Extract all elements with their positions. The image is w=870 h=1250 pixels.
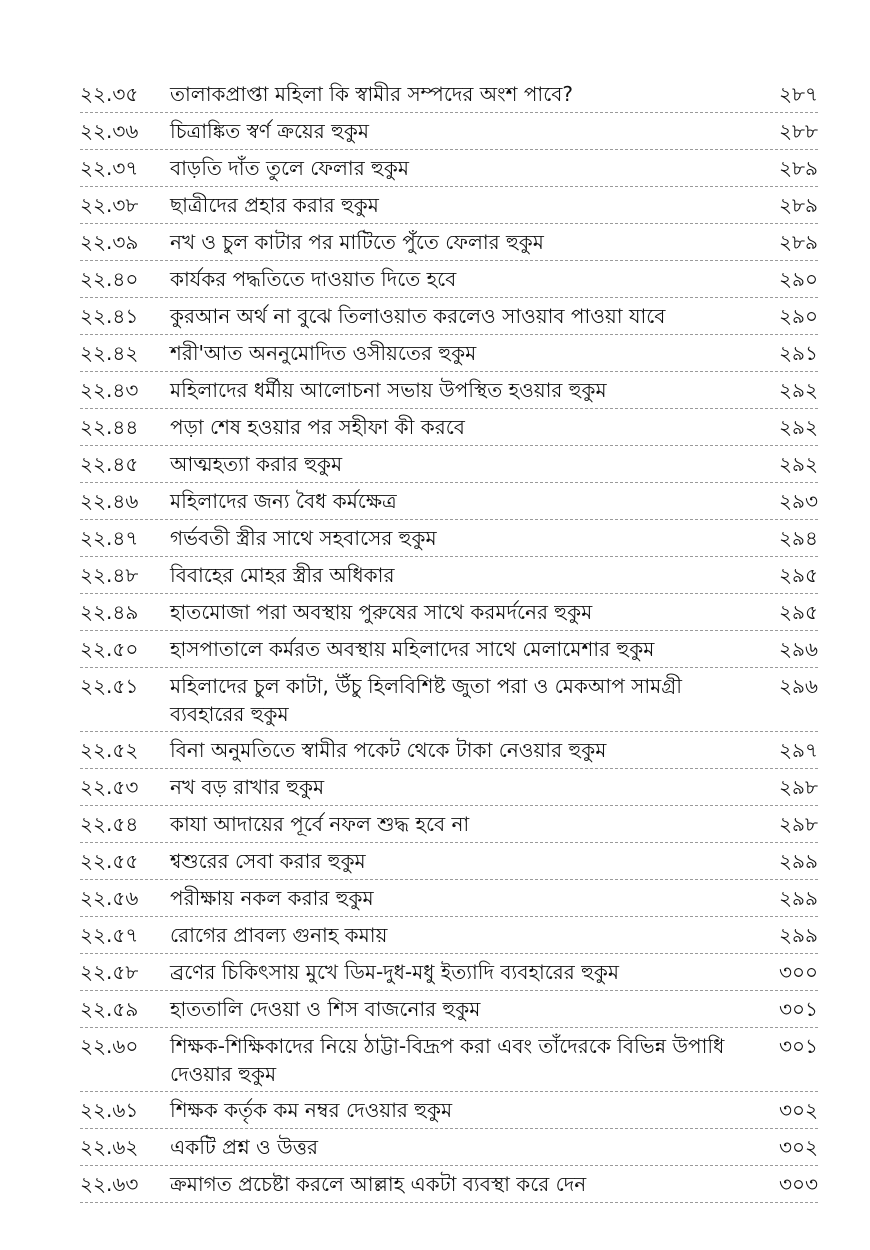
entry-title: ব্রণের চিকিৎসায় মুখে ডিম-দুধ-মধু ইত্যাদি ব্যবহারের হুকুম [170,960,620,984]
entry-page: ২৯৬ [779,637,818,661]
entry-title: হাততালি দেওয়া ও শিস বাজনোর হুকুম [170,997,481,1021]
entry-page: ৩০২ [778,1135,818,1159]
entry-title: শিক্ষক-শিক্ষিকাদের নিয়ে ঠাট্টা-বিদ্রূপ করা এবং তাঁদেরকে বিভিন্ন উপাধি দেওয়ার হুকুম [170,1034,725,1086]
toc-entry [80,446,818,483]
entry-title: পরীক্ষায় নকল করার হুকুম [170,886,374,910]
entry-title: শিক্ষক কর্তৃক কম নম্বর দেওয়ার হুকুম [170,1098,453,1122]
toc-entry [80,769,818,806]
entry-number: ২২.৬১ [80,1098,139,1122]
entry-number: ২২.৪৩ [80,378,139,402]
toc-entry [80,261,818,298]
toc-entry [80,298,818,335]
table-of-contents [80,76,818,1203]
toc-entry [80,187,818,224]
entry-page: ২৯৯ [779,923,818,947]
entry-number: ২২.৩৬ [80,119,139,143]
toc-entry [80,76,818,113]
entry-number: ২২.৫৩ [80,775,139,799]
entry-page: ২৯৫ [779,600,818,624]
entry-page: ২৯১ [779,341,818,365]
entry-title: শরী'আত অননুমোদিত ওসীয়তের হুকুম [170,341,477,365]
toc-entry [80,1166,818,1203]
toc-entry [80,806,818,843]
entry-number: ২২.৪৯ [80,600,139,624]
entry-title: গর্ভবতী স্ত্রীর সাথে সহবাসের হুকুম [170,526,437,550]
entry-number: ২২.৬০ [80,1034,139,1058]
entry-page: ২৯৯ [779,886,818,910]
entry-number: ২২.৪৮ [80,563,139,587]
entry-number: ২২.৪৭ [80,526,139,550]
toc-entry [80,917,818,954]
entry-number: ২২.৫০ [80,637,139,661]
toc-entry [80,1129,818,1166]
entry-page: ৩০২ [778,1098,818,1122]
toc-entry [80,1028,818,1092]
toc-entry [80,520,818,557]
entry-number: ২২.৫৮ [80,960,139,984]
entry-page: ২৮৮ [779,119,818,143]
entry-title: শ্বশুরের সেবা করার হুকুম [170,849,366,873]
entry-title: কার্যকর পদ্ধতিতে দাওয়াত দিতে হবে [170,267,457,291]
entry-title: মহিলাদের ধর্মীয় আলোচনা সভায় উপস্থিত হওয়ার হুকুম [170,378,607,402]
entry-title: আত্মহত্যা করার হুকুম [170,452,343,476]
entry-title: নখ বড় রাখার হুকুম [170,775,325,799]
entry-title: পড়া শেষ হওয়ার পর সহীফা কী করবে [170,415,465,439]
entry-title: বিবাহের মোহর স্ত্রীর অধিকার [170,563,395,587]
toc-entry [80,335,818,372]
toc-entry [80,843,818,880]
entry-number: ২২.৫৪ [80,812,139,836]
entry-page: ৩০১ [779,1034,818,1058]
entry-number: ২২.৪৫ [80,452,139,476]
toc-entry [80,732,818,769]
toc-entry [80,409,818,446]
entry-number: ২২.৩৮ [80,193,139,217]
entry-number: ২২.৫৭ [80,923,139,947]
entry-number: ২২.৫৫ [80,849,139,873]
entry-title: কুরআন অর্থ না বুঝে তিলাওয়াত করলেও সাওয়াব পাওয়া যাবে [170,304,666,328]
entry-page: ৩০০ [778,960,818,984]
entry-title: ছাত্রীদের প্রহার করার হুকুম [170,193,379,217]
toc-entry [80,1092,818,1129]
entry-page: ৩০৩ [778,1172,818,1196]
entry-number: ২২.৪১ [80,304,139,328]
entry-title: চিত্রাঙ্কিত স্বর্ণ ক্রয়ের হুকুম [170,119,369,143]
toc-entry [80,113,818,150]
entry-page: ২৮৯ [779,156,818,180]
entry-title: হাতমোজা পরা অবস্থায় পুরুষের সাথে করমর্দনের হুকুম [170,600,593,624]
entry-page: ২৯৫ [779,563,818,587]
entry-page: ২৮৯ [779,193,818,217]
entry-title: বাড়তি দাঁত তুলে ফেলার হুকুম [170,156,409,180]
entry-number: ২২.৪৬ [80,489,139,513]
toc-entry [80,954,818,991]
entry-page: ৩০১ [779,997,818,1021]
toc-entry [80,668,818,732]
entry-number: ২২.৫১ [80,674,139,698]
toc-entry [80,224,818,261]
entry-page: ২৯৪ [779,526,818,550]
entry-page: ২৯৭ [779,738,818,762]
entry-title: ক্রমাগত প্রচেষ্টা করলে আল্লাহ একটা ব্যবস্থা করে দেন [170,1172,587,1196]
toc-entry [80,594,818,631]
toc-entry [80,483,818,520]
entry-number: ২২.৪৪ [80,415,139,439]
entry-number: ২২.৩৫ [80,82,139,106]
entry-page: ২৯৮ [779,775,818,799]
toc-entry [80,880,818,917]
entry-page: ২৯০ [779,267,818,291]
entry-page: ২৯৯ [779,849,818,873]
entry-title: কাযা আদায়ের পূর্বে নফল শুদ্ধ হবে না [170,812,470,836]
entry-page: ২৯২ [779,452,818,476]
entry-title: মহিলাদের জন্য বৈধ কর্মক্ষেত্র [170,489,397,513]
entry-page: ২৮৯ [779,230,818,254]
entry-title: মহিলাদের চুল কাটা, উঁচু হিলবিশিষ্ট জুতা পরা ও মেকআপ সামগ্রী ব্যবহারের হুকুম [170,674,682,726]
entry-page: ২৯৩ [779,489,818,513]
entry-page: ২৮৭ [779,82,818,106]
entry-number: ২২.৬২ [80,1135,139,1159]
toc-entry [80,631,818,668]
entry-number: ২২.৫৯ [80,997,139,1021]
entry-number: ২২.৩৭ [80,156,139,180]
entry-title: নখ ও চুল কাটার পর মাটিতে পুঁতে ফেলার হুকুম [170,230,544,254]
entry-title: একটি প্রশ্ন ও উত্তর [170,1135,319,1159]
entry-page: ২৯৬ [779,674,818,698]
toc-entry [80,150,818,187]
entry-page: ২৯৮ [779,812,818,836]
toc-entry [80,372,818,409]
entry-title: তালাকপ্রাপ্তা মহিলা কি স্বামীর সম্পদের অংশ পাবে? [170,82,574,106]
entry-number: ২২.৫২ [80,738,139,762]
entry-number: ২২.৪২ [80,341,139,365]
entry-page: ২৯২ [779,415,818,439]
entry-number: ২২.৫৬ [80,886,139,910]
entry-title: রোগের প্রাবল্য গুনাহ কমায় [170,923,388,947]
entry-title: হাসপাতালে কর্মরত অবস্থায় মহিলাদের সাথে মেলামেশার হুকুম [170,637,655,661]
entry-number: ২২.৬৩ [80,1172,139,1196]
toc-entry [80,557,818,594]
entry-title: বিনা অনুমতিতে স্বামীর পকেট থেকে টাকা নেওয়ার হুকুম [170,738,607,762]
entry-number: ২২.৩৯ [80,230,139,254]
entry-page: ২৯২ [779,378,818,402]
entry-number: ২২.৪০ [80,267,139,291]
toc-entry [80,991,818,1028]
entry-page: ২৯০ [779,304,818,328]
